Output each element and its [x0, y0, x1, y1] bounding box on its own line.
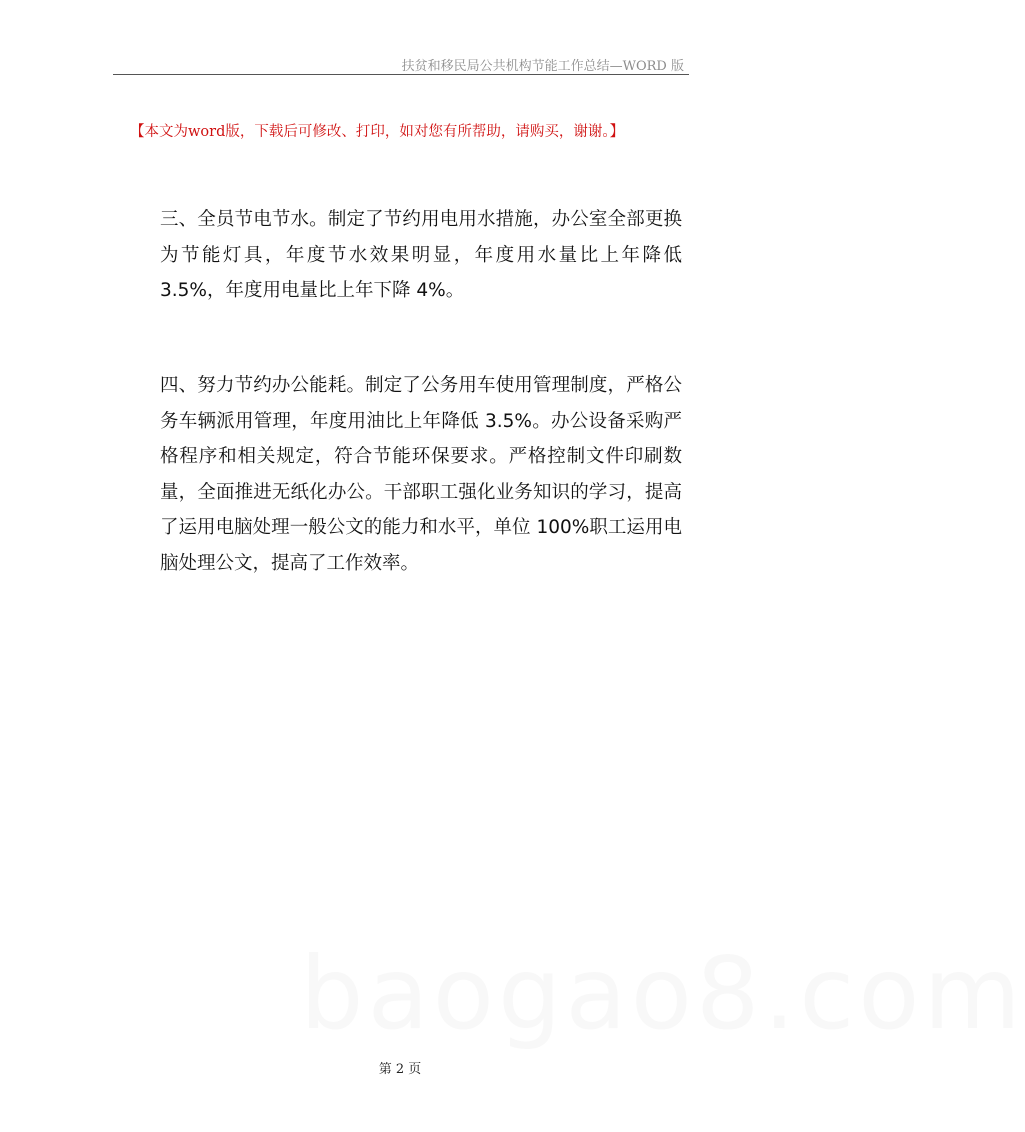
purchase-notice: 【本文为word版，下载后可修改、打印，如对您有所帮助，请购买，谢谢。】 [130, 124, 625, 140]
paragraph-office-energy: 四、努力节约办公能耗。制定了公务用车使用管理制度，严格公务车辆派用管理，年度用油比上年降低 3.5%。办公设备采购严格程序和相关规定，符合节能环保要求。严格控制文件印刷数量，全面推进无纸化办公。干部职工强化业务知识的学习，提高了运用电脑处理一般公文的能力和水平，单位 100%职工运用电脑处理公文，提高了工作效率。 [160, 375, 682, 574]
page-number: 第 2 页 [378, 1062, 422, 1077]
page-header-title: 扶贫和移民局公共机构节能工作总结—WORD 版 [401, 59, 684, 74]
watermark: baogao8.com [300, 935, 1025, 1052]
header-divider [113, 74, 689, 75]
paragraph-energy-water: 三、全员节电节水。制定了节约用电用水措施，办公室全部更换为节能灯具，年度节水效果明显，年度用水量比上年降低 3.5%，年度用电量比上年下降 4%。 [160, 209, 682, 301]
